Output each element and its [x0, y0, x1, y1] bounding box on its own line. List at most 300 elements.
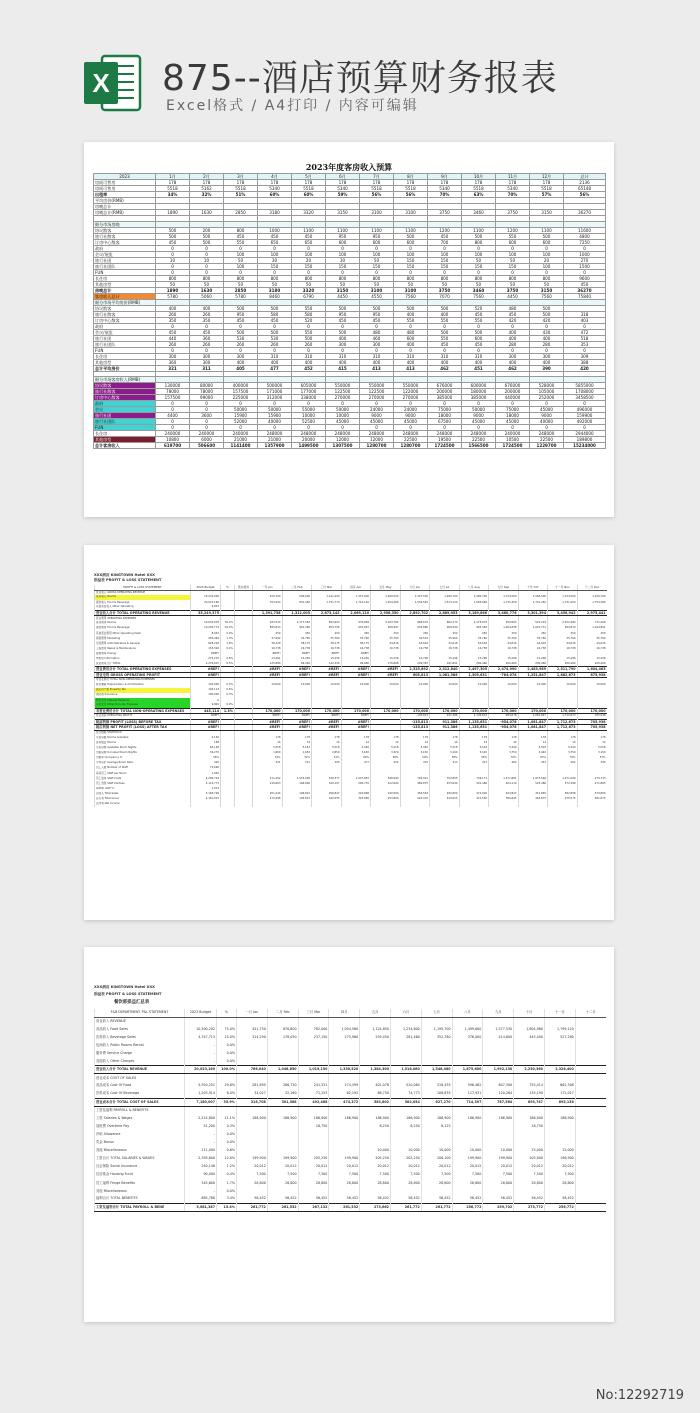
- table-cell: 1,710,140: [341, 600, 371, 605]
- table-cell: [514, 1130, 545, 1138]
- table-cell: 0: [224, 245, 258, 251]
- table-cell: 38,175: [341, 641, 371, 646]
- table-cell: 70%: [428, 192, 462, 198]
- table-cell: 170,000: [371, 708, 401, 714]
- table-cell: 100: [224, 263, 258, 269]
- table-cell: 45,960: [430, 636, 460, 641]
- row-label: 营业费用 OPERATING EXPENSES: [95, 616, 191, 621]
- table-cell: 950: [326, 311, 360, 317]
- table-cell: 0: [394, 269, 428, 275]
- row-label: 税后利润 NET PROFIT (LOSS) AFTER TAX: [95, 725, 191, 731]
- table-cell: -954,078: [489, 719, 519, 725]
- table-row: [95, 1139, 607, 1147]
- table-cell: 1280700: [360, 443, 394, 449]
- column-header: 十月 Oct: [518, 585, 548, 590]
- table-cell: [577, 802, 607, 807]
- table-cell: 240000: [496, 431, 530, 437]
- table-cell: 492000: [564, 419, 606, 425]
- table-cell: [421, 1041, 452, 1049]
- table-cell: 261,772: [237, 1203, 268, 1211]
- table-cell: #REF!: [312, 652, 342, 657]
- table-cell: [483, 1187, 514, 1195]
- table-cell: 186,900: [298, 1114, 329, 1122]
- table-cell: [185, 1017, 217, 1025]
- table-cell: [421, 1058, 452, 1066]
- table-cell: 178: [292, 180, 326, 186]
- table-cell: [390, 1074, 421, 1082]
- table-cell: 1,203,914: [185, 1090, 217, 1098]
- table-cell: 400: [292, 359, 326, 365]
- table-cell: [575, 1163, 606, 1171]
- table-cell: 178: [312, 736, 342, 741]
- table-cell: 275,960: [329, 1033, 360, 1041]
- table-cell: 44,616: [577, 641, 607, 646]
- row-label: 旅行社散客: [94, 233, 156, 239]
- table-cell: 3,189,866: [459, 610, 489, 616]
- table-cell: 550: [428, 335, 462, 341]
- table-cell: 170,000: [459, 708, 489, 714]
- table-cell: 800: [326, 275, 360, 281]
- table-cell: 400: [156, 305, 190, 311]
- table-row: [95, 1203, 607, 1211]
- table-cell: 700: [428, 239, 462, 245]
- table-cell: 181,821: [430, 662, 460, 667]
- table-cell: 5,114,773: [191, 781, 221, 786]
- table-cell: 400: [496, 335, 530, 341]
- column-header: 十一月 Nov: [548, 585, 578, 590]
- table-cell: [421, 1130, 452, 1138]
- table-cell: 0: [156, 263, 190, 269]
- table-cell: 205,250: [360, 1155, 391, 1163]
- table-cell: 3,456,942: [548, 610, 578, 616]
- table-cell: 321: [156, 365, 190, 371]
- table-cell: 0: [156, 251, 190, 257]
- table-cell: 527,280: [544, 1033, 575, 1041]
- table-cell: 28,800: [544, 1179, 575, 1187]
- table-cell: [575, 1049, 606, 1057]
- table-cell: 1,280,700: [459, 595, 489, 600]
- table-cell: 170,000: [253, 708, 283, 714]
- table-cell: [514, 1139, 545, 1147]
- table-cell: 248000: [394, 431, 428, 437]
- table-cell: 14: [400, 741, 430, 746]
- table-row: [95, 1195, 607, 1203]
- table-cell: 259,450: [360, 1033, 391, 1041]
- table-cell: [421, 1074, 452, 1082]
- column-header: 十一月: [544, 1009, 575, 1017]
- table-cell: 2136: [564, 180, 606, 186]
- table-cell: 1,971,090: [548, 776, 578, 781]
- table-cell: 3,750: [548, 751, 578, 756]
- table-cell: 705,938: [577, 725, 607, 731]
- table-cell: -135,813: [400, 725, 430, 731]
- table-cell: 0: [326, 425, 360, 431]
- table-cell: 2,326,400: [544, 1066, 575, 1074]
- table-cell: 2,352,480: [548, 621, 578, 626]
- table-cell: 22500: [530, 437, 564, 443]
- table-cell: 520,084: [390, 1082, 421, 1090]
- table-cell: 9,053: [191, 605, 221, 610]
- table-cell: 0: [462, 425, 496, 431]
- table-cell: 178: [394, 180, 428, 186]
- table-cell: 199,900: [329, 1155, 360, 1163]
- table-cell: 178: [341, 736, 371, 741]
- table-cell: 1500: [564, 263, 606, 269]
- table-cell: 5340: [428, 186, 462, 192]
- table-row: [95, 1098, 607, 1106]
- table-cell: #REF!: [341, 667, 371, 673]
- table-cell: 40000: [258, 419, 292, 425]
- table-cell: 470,575: [548, 797, 578, 802]
- row-label: 非营业费用 TOTAL NON-OPERATING EXPENSES: [95, 678, 191, 683]
- table-cell: 59%: [400, 756, 430, 761]
- table-cell: 186,900: [329, 1114, 360, 1122]
- column-header: 六月 Jun: [400, 585, 430, 590]
- row-label: 工资 Salaries & Wages: [95, 1114, 185, 1122]
- table-cell: 1,731,770: [312, 600, 342, 605]
- table-cell: 0: [564, 401, 606, 407]
- table-cell: 28,800: [452, 1179, 483, 1187]
- table-cell: 125,880: [253, 662, 283, 667]
- table-cell: 1,604,465: [577, 667, 607, 673]
- table-cell: 3,460: [518, 751, 548, 756]
- table-cell: 50: [462, 281, 496, 287]
- row-label: 工资及福利合计 TOTAL PAYROLL & BENE: [95, 1203, 185, 1211]
- column-header: 二月 Feb: [267, 1009, 298, 1017]
- table-cell: [360, 1187, 391, 1195]
- table-cell: 450: [360, 317, 394, 323]
- table-cell: 400: [428, 311, 462, 317]
- table-cell: 572,398: [548, 781, 578, 786]
- table-cell: 75.0%: [217, 1025, 237, 1033]
- table-cell: 400: [462, 359, 496, 365]
- table-cell: 170,000: [341, 708, 371, 714]
- table-cell: 801,450: [282, 600, 312, 605]
- table-row: [95, 1130, 607, 1138]
- table-cell: 301,588: [267, 1098, 298, 1106]
- table-cell: 400: [496, 329, 530, 335]
- table-cell: 800: [224, 227, 258, 233]
- table-cell: 6,250: [360, 1122, 391, 1130]
- table-cell: 142,329: [312, 662, 342, 667]
- column-header: 10月: [462, 174, 496, 180]
- table-cell: 492,468: [298, 1098, 329, 1106]
- table-cell: 1.3%: [221, 636, 235, 641]
- table-cell: [548, 802, 578, 807]
- table-cell: 6000: [190, 437, 224, 443]
- column-header: 二月 Feb: [282, 585, 312, 590]
- column-header: 2月: [190, 174, 224, 180]
- table-cell: 10,205,774: [191, 626, 221, 631]
- pl-statement-table: [94, 585, 607, 807]
- table-cell: 0: [326, 347, 360, 353]
- table-cell: 1724500: [428, 443, 462, 449]
- table-cell: [329, 1187, 360, 1195]
- table-cell: 20,012: [267, 1163, 298, 1171]
- table-cell: 405: [224, 365, 258, 371]
- table-cell: 0: [462, 245, 496, 251]
- table-cell: 36270: [564, 287, 606, 293]
- table-row: [95, 1171, 607, 1179]
- table-cell: [400, 802, 430, 807]
- table-cell: 1200: [428, 227, 462, 233]
- table-cell: 450: [224, 233, 258, 239]
- table-cell: 1,548,480: [421, 1066, 452, 1074]
- table-cell: 450: [564, 281, 606, 287]
- table-cell: [459, 802, 489, 807]
- table-cell: 11600: [564, 227, 606, 233]
- table-cell: 32%: [190, 192, 224, 198]
- row-label: 餐饮收入 Food & Beverage: [95, 600, 191, 605]
- table-cell: 150: [394, 257, 428, 263]
- table-cell: [544, 1074, 575, 1082]
- table-cell: 10,000: [400, 683, 430, 688]
- table-cell: [575, 1090, 606, 1098]
- table-cell: [267, 1017, 298, 1025]
- table-cell: 420: [191, 761, 221, 766]
- table-cell: 404,110: [489, 781, 519, 786]
- table-cell: 1724500: [496, 443, 530, 449]
- table-cell: 1,305,631: [459, 672, 489, 678]
- table-cell: 390: [530, 365, 564, 371]
- table-cell: 400: [190, 305, 224, 311]
- table-cell: #REF!: [191, 672, 221, 678]
- table-cell: 7560: [394, 293, 428, 299]
- table-cell: 462: [428, 365, 462, 371]
- table-cell: 1,571,881: [489, 776, 519, 781]
- table-cell: 199,900: [237, 1155, 268, 1163]
- table-cell: 199,900: [483, 1155, 514, 1163]
- table-cell: 1307500: [326, 443, 360, 449]
- table-cell: 40000: [530, 419, 564, 425]
- table-cell: 50: [224, 281, 258, 287]
- row-label: 营业费用合计 TOTAL: [95, 662, 191, 667]
- table-row: [95, 1163, 607, 1171]
- table-cell: 0: [292, 347, 326, 353]
- table-cell: 596,462: [452, 1082, 483, 1090]
- table-cell: [575, 1106, 606, 1114]
- table-cell: 28,800: [298, 1179, 329, 1187]
- table-cell: [267, 1058, 298, 1066]
- table-cell: 56,452: [483, 1195, 514, 1203]
- row-label: 政府: [94, 401, 156, 407]
- row-label: 其他支出 Other Non-Op. Expense: [95, 703, 191, 708]
- table-cell: 50: [496, 257, 530, 263]
- table-cell: 10,000: [312, 683, 342, 688]
- table-cell: 50: [428, 281, 462, 287]
- table-cell: 32,160: [267, 1090, 298, 1098]
- table-row: [95, 1147, 607, 1155]
- table-cell: 500: [258, 329, 292, 335]
- sheet-profit-loss-statement: [84, 545, 614, 920]
- table-cell: [185, 1106, 217, 1114]
- table-cell: 280: [530, 341, 564, 347]
- table-cell: 429,055: [430, 797, 460, 802]
- table-cell: 0.3%: [221, 693, 235, 698]
- table-cell: 650: [258, 239, 292, 245]
- table-cell: 200: [190, 227, 224, 233]
- table-cell: 1,135,631: [459, 719, 489, 725]
- row-label: 旅行社团: [94, 257, 156, 263]
- excel-icon: [82, 52, 144, 114]
- table-cell: 1100: [394, 227, 428, 233]
- table-cell: 10,632,978: [191, 621, 221, 626]
- table-cell: 14: [548, 741, 578, 746]
- table-cell: 500: [394, 305, 428, 311]
- table-cell: 400: [360, 359, 394, 365]
- table-cell: 0: [496, 347, 530, 353]
- row-label: 餐饮费用 Food & Beverage: [95, 626, 191, 631]
- table-cell: 321: [253, 761, 283, 766]
- table-cell: 0: [564, 425, 606, 431]
- table-cell: [282, 802, 312, 807]
- table-cell: 256,772: [544, 1203, 575, 1211]
- table-cell: 7,500: [514, 1171, 545, 1179]
- table-cell: 100: [326, 251, 360, 257]
- table-cell: 5518: [530, 186, 564, 192]
- table-cell: 44,616: [489, 641, 519, 646]
- row-label: 固定资产税 Property Tax: [95, 688, 191, 693]
- table-cell: 35.9%: [217, 1098, 237, 1106]
- table-cell: 3100: [394, 287, 428, 293]
- table-cell: 3100: [360, 210, 394, 216]
- row-label: 员工人数 Number of Staff: [95, 766, 191, 771]
- table-cell: 414,600: [483, 1033, 514, 1041]
- table-cell: 0.0%: [221, 631, 235, 636]
- table-cell: 0.6%: [217, 1147, 237, 1155]
- table-cell: [329, 1106, 360, 1114]
- fb-pl-table: [94, 1009, 606, 1212]
- column-header: 七月: [421, 1009, 452, 1017]
- row-label: 总毛利 Total Gross: [95, 797, 191, 802]
- table-cell: [421, 1017, 452, 1025]
- table-cell: 20: [292, 257, 326, 263]
- row-label: 总计客房收入: [94, 443, 156, 449]
- table-cell: [421, 1139, 452, 1147]
- row-label: 旅行社团: [94, 335, 156, 341]
- table-cell: 870,800: [267, 1025, 298, 1033]
- table-cell: 170,000: [489, 708, 519, 714]
- table-cell: 506600: [190, 443, 224, 449]
- table-cell: 3750: [496, 210, 530, 216]
- table-cell: 1890: [156, 210, 190, 216]
- table-cell: 28,800: [421, 1179, 452, 1187]
- table-cell: 0: [428, 323, 462, 329]
- row-label: 其他房型: [94, 437, 156, 443]
- table-cell: 0.0%: [217, 1041, 237, 1049]
- table-cell: 950: [326, 233, 360, 239]
- table-cell: 0: [462, 269, 496, 275]
- table-cell: 1,081,847: [518, 714, 548, 720]
- table-cell: 56,452: [452, 1195, 483, 1203]
- row-label: 房晚总计: [94, 287, 156, 293]
- table-cell: 766,040: [237, 1066, 268, 1074]
- table-cell: [237, 1139, 268, 1147]
- table-cell: 28,800: [514, 1179, 545, 1187]
- table-cell: 44,616: [548, 641, 578, 646]
- table-cell: 66,750: [360, 1090, 391, 1098]
- table-cell: 0: [258, 323, 292, 329]
- table-cell: [390, 1017, 421, 1025]
- sheet-fb-department-pl: [84, 947, 614, 1322]
- table-row: [95, 1041, 607, 1049]
- table-cell: 500: [530, 305, 564, 311]
- table-cell: 195,831: [282, 797, 312, 802]
- table-cell: 1,516,060: [390, 1066, 421, 1074]
- table-cell: [483, 1130, 514, 1138]
- table-cell: [514, 1058, 545, 1066]
- table-cell: 4450: [496, 293, 530, 299]
- table-cell: 16,738: [577, 647, 607, 652]
- table-cell: 78000: [190, 389, 224, 395]
- table-cell: 56%: [394, 192, 428, 198]
- table-cell: [329, 1122, 360, 1130]
- table-cell: 0: [462, 347, 496, 353]
- table-cell: 0: [360, 347, 394, 353]
- table-cell: 67500: [428, 419, 462, 425]
- table-cell: 376,000: [452, 1033, 483, 1041]
- table-cell: 20,012: [421, 1163, 452, 1171]
- table-cell: 875,938: [577, 672, 607, 678]
- row-label: 统计数据 STATISTICS: [95, 730, 191, 735]
- table-cell: 50: [190, 281, 224, 287]
- table-cell: 157500: [156, 395, 190, 401]
- table-cell: 7560: [530, 293, 564, 299]
- table-cell: 676000: [428, 383, 462, 389]
- row-label: FUN: [94, 347, 156, 353]
- table-cell: 20,012: [237, 1163, 268, 1171]
- table-cell: 178: [430, 736, 460, 741]
- table-cell: 56,452: [298, 1195, 329, 1203]
- table-cell: 0: [496, 269, 530, 275]
- table-cell: 28,800: [237, 1179, 268, 1187]
- table-cell: 450: [371, 631, 401, 636]
- table-cell: 44,616: [400, 641, 430, 646]
- table-cell: 518,435: [421, 1082, 452, 1090]
- table-cell: 29.0%: [221, 626, 235, 631]
- table-cell: 310: [292, 353, 326, 359]
- page-header: [0, 0, 700, 135]
- table-cell: 911,386: [430, 725, 460, 731]
- table-cell: #REF!: [341, 652, 371, 657]
- row-label: 能源费用 Energy: [95, 652, 191, 657]
- table-cell: 736,171: [459, 776, 489, 781]
- table-cell: 200,460: [577, 662, 607, 667]
- table-cell: 248000: [258, 431, 292, 437]
- table-cell: 500: [224, 305, 258, 311]
- table-cell: #REF!: [341, 714, 371, 720]
- table-cell: 100: [360, 251, 394, 257]
- row-label: 细分市场客房收入(RMB): [94, 377, 156, 383]
- table-cell: 3,180: [341, 751, 371, 756]
- table-cell: 901,867: [341, 626, 371, 631]
- table-cell: 800: [190, 275, 224, 281]
- table-cell: -: [185, 1041, 217, 1049]
- table-cell: [237, 1130, 268, 1138]
- table-cell: 8,032: [191, 631, 221, 636]
- table-cell: 59%: [326, 192, 360, 198]
- table-cell: 453,640: [430, 781, 460, 786]
- table-cell: 705,938: [577, 719, 607, 725]
- table-cell: [575, 1155, 606, 1163]
- row-label: 房间可售房: [94, 180, 156, 186]
- table-cell: 56,452: [329, 1195, 360, 1203]
- table-cell: 35,760: [577, 636, 607, 641]
- table-cell: 14: [459, 741, 489, 746]
- table-cell: 350: [156, 317, 190, 323]
- table-cell: 763,450: [253, 600, 283, 605]
- table-cell: 5,340: [548, 746, 578, 751]
